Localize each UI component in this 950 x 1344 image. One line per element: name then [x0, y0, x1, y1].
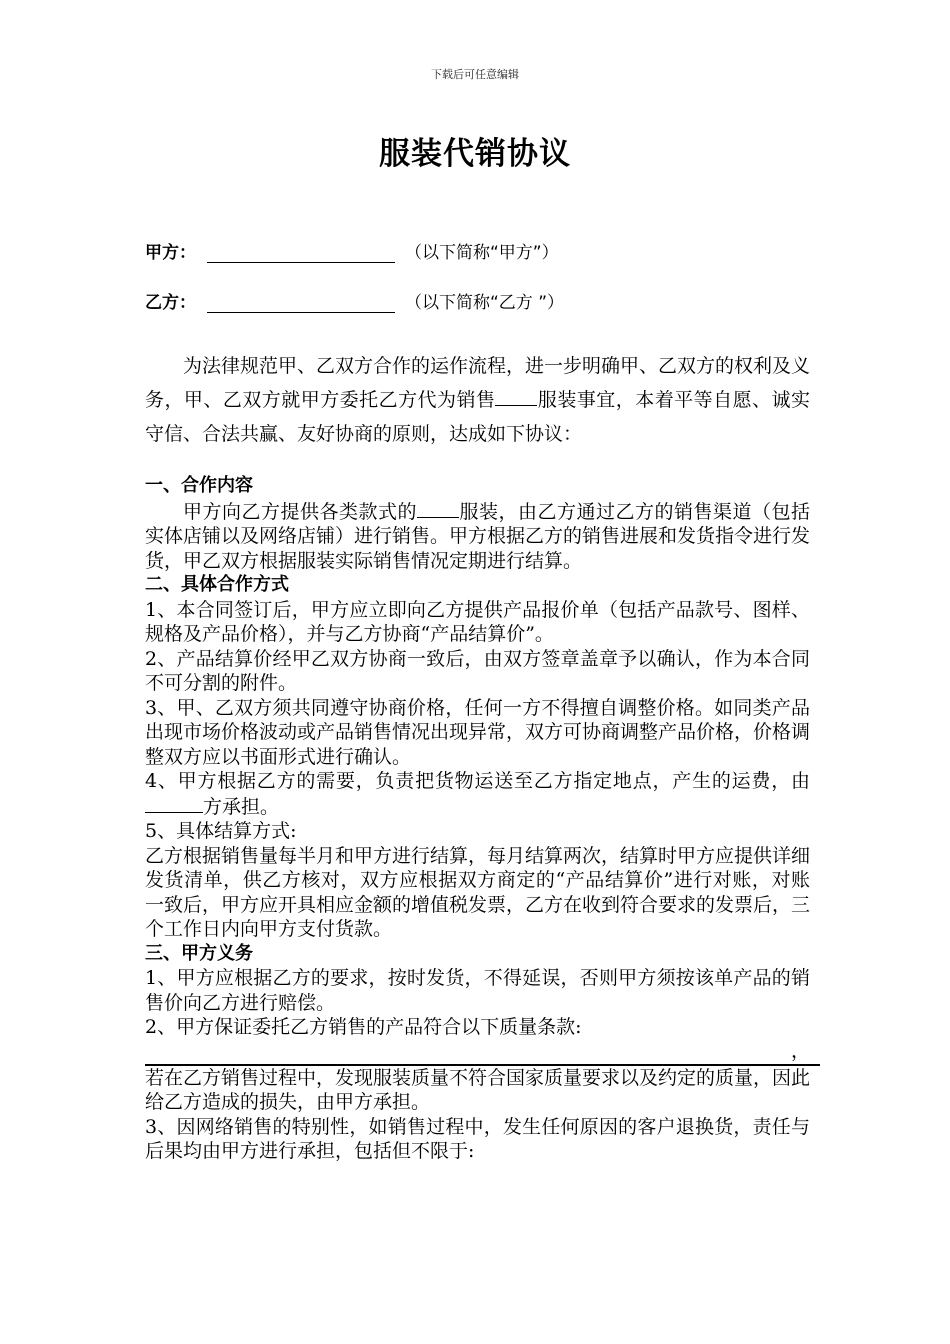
section-2-item-4-before: 4、甲方根据乙方的需要，负责把货物运送至乙方指定地点，产生的运费，由 — [145, 770, 810, 792]
party-b-line — [145, 288, 564, 318]
section-2-item-4 — [145, 769, 810, 819]
section-2-item-4-after: 方承担。 — [203, 795, 280, 818]
section-2-item-5-detail: 乙方根据销售量每半月和甲方进行结算，每月结算两次，结算时甲方应提供详细发货清单，供乙方核对，双方应根据双方商定的“产品结算价”进行对账，对账一致后，甲方应开具相应金额的增值税发票，乙方在收到符合要求的发票后，三个工作日内向甲方支付货款。 — [145, 844, 811, 940]
document-title: 服装代销协议 — [379, 136, 571, 172]
party-b-blank — [207, 292, 395, 313]
quality-terms-blank-line — [145, 1040, 820, 1066]
product-blank — [495, 387, 537, 406]
section-1-heading: 一、合作内容 — [145, 475, 253, 496]
section-2-item-1: 1、本合同签订后，甲方应立即向乙方提供产品报价单（包括产品款号、图样、规格及产品价格），并与乙方协商“产品结算价”。 — [145, 598, 810, 645]
section-1-paragraph — [145, 499, 810, 574]
style-blank — [417, 499, 459, 518]
intro-paragraph — [145, 349, 810, 451]
section-2-item-5: 5、具体结算方式: — [145, 820, 297, 842]
party-a-line — [145, 238, 559, 268]
contract-body — [145, 474, 810, 1164]
section-2-item-3: 3、甲、乙双方须共同遵守协商价格，任何一方不得擅自调整价格。如同类产品出现市场价格波动或产品销售情况出现异常，双方可协商调整产品价格，价格调整双方应以书面形式进行确认。 — [145, 696, 811, 768]
section-3-item-3: 3、因网络销售的特别性，如销售过程中，发生任何原因的客户退换货，责任与后果均由甲方进行承担，包括但不限于: — [145, 1115, 810, 1162]
section-3-item-2-detail: 若在乙方销售过程中，发现服装质量不符合国家质量要求以及约定的质量，因此给乙方造成的损失，由甲方承担。 — [145, 1066, 811, 1113]
party-a-label: 甲方： — [145, 243, 196, 263]
section-2-item-2: 2、产品结算价经甲乙双方协商一致后，由双方签章盖章予以确认，作为本合同不可分割的附件。 — [145, 647, 810, 694]
party-a-blank — [207, 242, 395, 263]
intro-text-before: 为法律规范甲、乙双方合作的运作流程，进一步明确甲、乙双方的权利及义务，甲、乙双方就甲方委托乙方代为销售 — [145, 355, 811, 411]
section-2-heading: 二、具体合作方式 — [145, 574, 289, 595]
header-note: 下载后可任意编辑 — [431, 68, 519, 81]
section-3-item-2: 2、甲方保证委托乙方销售的产品符合以下质量条款: — [145, 1016, 582, 1038]
section-3-item-1: 1、甲方应根据乙方的要求，按时发货，不得延误，否则甲方须按该单产品的销售价向乙方进行赔偿。 — [145, 967, 810, 1014]
section-3-heading: 三、甲方义务 — [145, 942, 253, 964]
intro-text-after: 服装事宜，本着平等自愿、诚实守信、合法共赢、友好协商的原则，达成如下协议： — [145, 389, 810, 445]
section-1-text-after: 服装，由乙方通过乙方的销售渠道（包括实体店铺以及网络店铺）进行销售。甲方根据乙方的销售进展和发货指令进行发货，甲乙双方根据服装实际销售情况定期进行结算。 — [145, 500, 811, 572]
party-b-label: 乙方： — [145, 293, 196, 313]
party-a-suffix: （以下简称“甲方”） — [405, 243, 559, 263]
freight-party-blank — [145, 794, 203, 813]
quality-line-comma: ， — [790, 1040, 810, 1062]
party-b-suffix: （以下简称“乙方 ”） — [405, 293, 565, 313]
section-1-text-before: 甲方向乙方提供各类款式的 — [183, 500, 417, 523]
